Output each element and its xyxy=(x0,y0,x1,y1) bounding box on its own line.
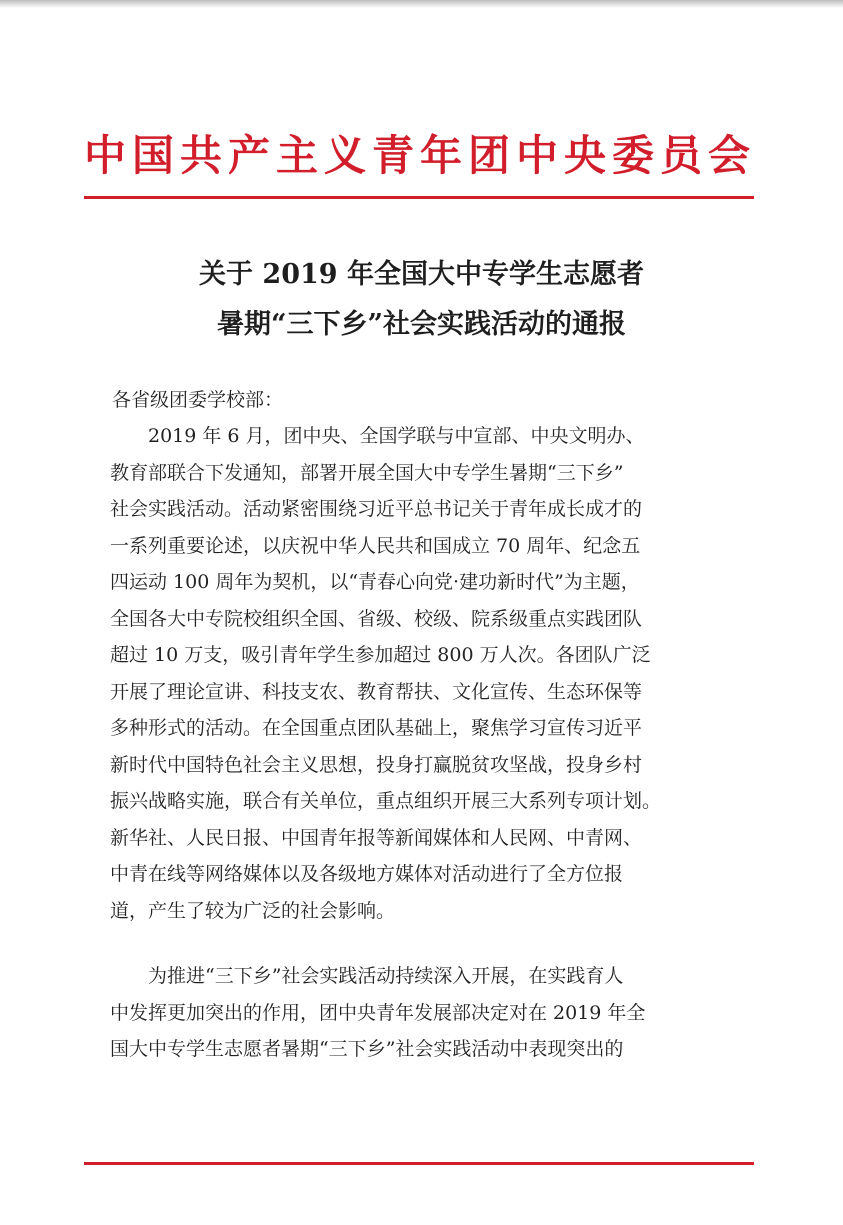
salutation: 各省级团委学校部： xyxy=(112,389,284,411)
document-title-line-2: 暑期“三下乡”社会实践活动的通报 xyxy=(216,309,627,340)
paragraph-line: 全国各大中专院校组织全国、省级、校级、院系级重点实践团队 xyxy=(110,607,643,630)
paragraph-line: 新华社、人民日报、中国青年报等新闻媒体和人民网、中青网、 xyxy=(110,826,643,849)
footer-red-rule xyxy=(84,1162,754,1165)
paragraph-line: 开展了理论宣讲、科技支农、教育帮扶、文化宣传、生态环保等 xyxy=(110,680,643,703)
document-title-line-1: 关于 2019 年全国大中专学生志愿者 xyxy=(199,259,644,290)
paragraph-line: 中青在线等网络媒体以及各级地方媒体对活动进行了全方位报 xyxy=(110,863,624,885)
letterhead-org-name: 中国共产主义青年团中央委员会 xyxy=(83,131,756,180)
paragraph-line: 社会实践活动。活动紧密围绕习近平总书记关于青年成长成才的 xyxy=(110,498,643,520)
page-bottom-margin xyxy=(0,1180,843,1225)
scan-shadow xyxy=(0,0,843,8)
letterhead-red-rule xyxy=(84,196,754,199)
paragraph-line: 超过 10 万支，吸引青年学生参加超过 800 万人次。各团队广泛 xyxy=(110,644,651,666)
paragraph-line: 多种形式的活动。在全国重点团队基础上，聚焦学习宣传习近平 xyxy=(110,717,643,739)
paragraph-line: 一系列重要论述，以庆祝中华人民共和国成立 70 周年、纪念五 xyxy=(110,534,641,557)
paragraph-line: 中发挥更加突出的作用，团中央青年发展部决定对在 2019 年全 xyxy=(110,1001,646,1024)
paragraph-line: 四运动 100 周年为契机，以“青春心向党·建功新时代”为主题， xyxy=(110,571,640,593)
document-title xyxy=(100,250,743,350)
paragraph-1 xyxy=(110,418,750,929)
paragraph-line: 国大中专学生志愿者暑期“三下乡”社会实践活动中表现突出的 xyxy=(110,1038,624,1060)
paragraph-line: 为推进“三下乡”社会实践活动持续深入开展，在实践育人 xyxy=(110,965,624,987)
paragraph-line: 振兴战略实施，联合有关单位，重点组织开展三大系列专项计划。 xyxy=(110,790,662,812)
paragraph-line: 2019 年 6 月，团中央、全国学联与中宣部、中央文明办、 xyxy=(110,425,645,447)
paragraph-line: 道，产生了较为广泛的社会影响。 xyxy=(110,899,396,922)
paragraph-line: 新时代中国特色社会主义思想，投身打赢脱贫攻坚战，投身乡村 xyxy=(110,753,643,776)
paragraph-2 xyxy=(110,958,750,1068)
paragraph-line: 教育部联合下发通知，部署开展全国大中专学生暑期“三下乡” xyxy=(110,461,624,484)
